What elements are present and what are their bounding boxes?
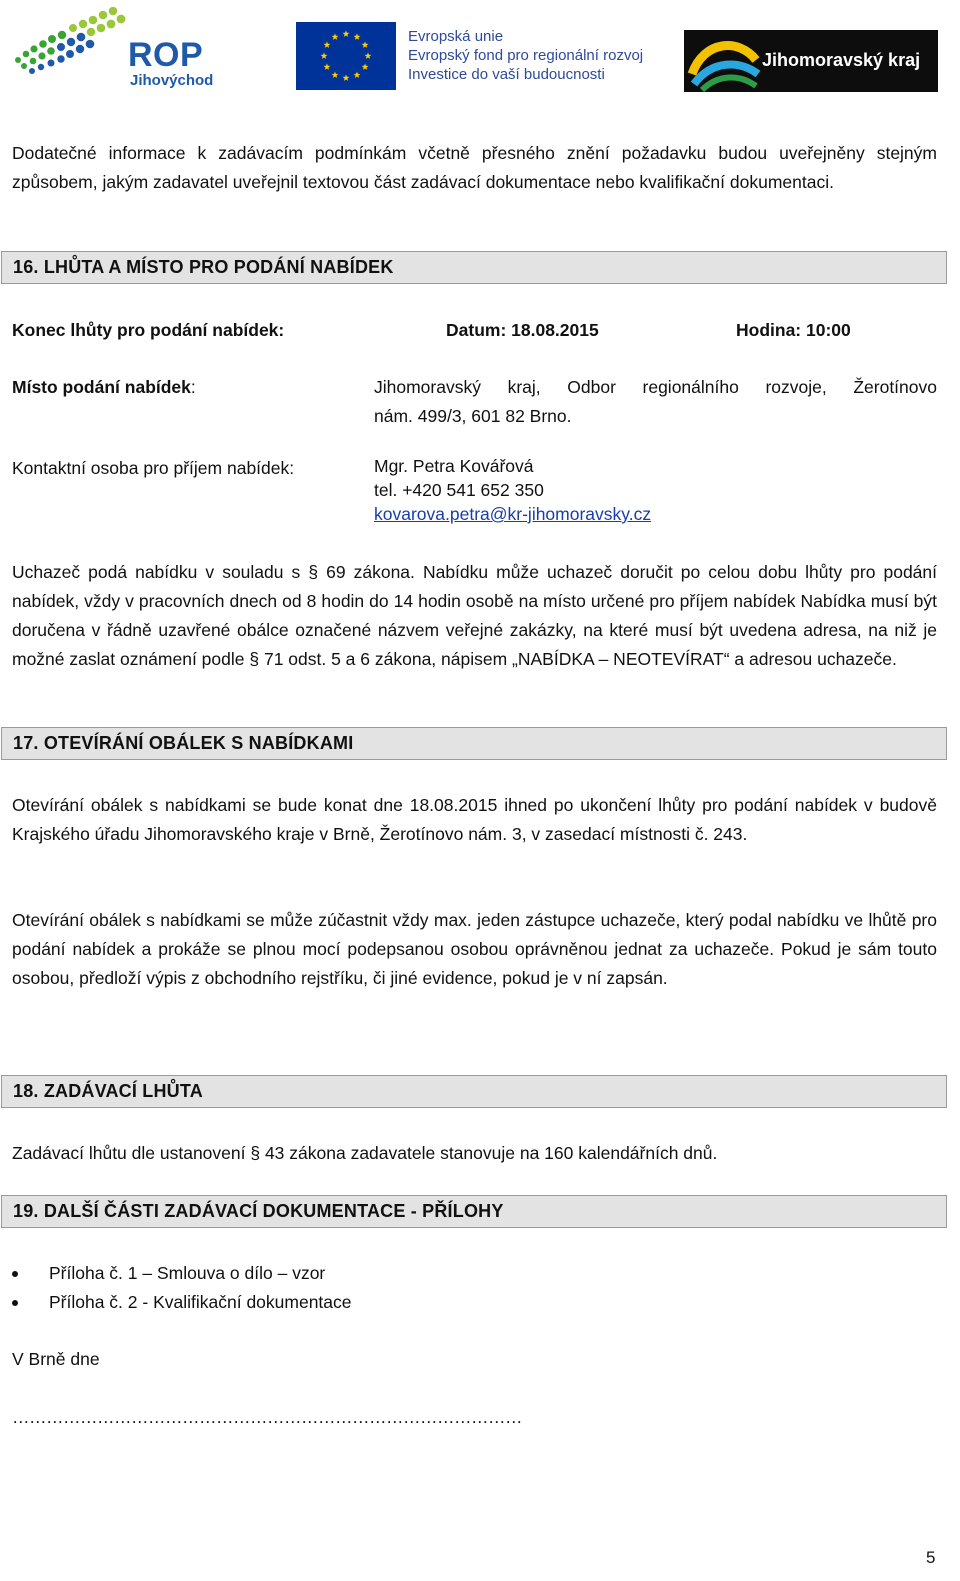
- place-label-text: Místo podání nabídek: [12, 377, 191, 397]
- eu-logo-line2: Evropský fond pro regionální rozvoj: [408, 47, 644, 64]
- attachments-list: [12, 1259, 912, 1317]
- section-16-paragraph: Uchazeč podá nabídku v souladu s § 69 zákona. Nabídku může uchazeč doručit po celou dobu lhůty pro podání nabídek, vždy v pracovních dnech od 8 hodin do 14 hodin osobě na místo určené pro příjem nabídek Nabídka musí být doručena v řádně uzavřené obálce označené názvem veřejné zakázky, na které musí být uvedena adresa, na niž je možné zaslat oznámení podle § 71 odst. 5 a 6 zákona, nápisem „NABÍDKA – NEOTEVÍRAT“ a adresou uchazeče.: [12, 562, 937, 669]
- section-17-title: 17. OTEVÍRÁNÍ OBÁLEK S NABÍDKAMI: [13, 733, 354, 753]
- intro-paragraph: Dodatečné informace k zadávacím podmínkám včetně přesného znění požadavku budou uveřejněny stejným způsobem, jakým zadavatel uveřejnil textovou část zadávací dokumentace nebo kvalifikační dokumentaci.: [12, 143, 937, 192]
- deadline-date: [446, 316, 599, 345]
- bullet-icon: [12, 1271, 18, 1277]
- rop-logo-subtitle: Jihovýchod: [130, 72, 214, 89]
- contact-phone: tel. +420 541 652 350: [374, 480, 544, 500]
- rop-logo-title: ROP: [128, 36, 204, 74]
- place-label-colon: :: [190, 377, 196, 397]
- contact-email-link[interactable]: kovarova.petra@kr-jihomoravsky.cz: [374, 504, 652, 524]
- attachment-1: Příloha č. 1 – Smlouva o dílo – vzor: [49, 1263, 326, 1283]
- eu-flag-icon: [296, 22, 396, 90]
- attachment-2: Příloha č. 2 - Kvalifikační dokumentace: [49, 1292, 352, 1312]
- place-date: V Brně dne: [12, 1349, 100, 1369]
- contact-name: Mgr. Petra Kovářová: [374, 456, 534, 476]
- contact-label: Kontaktní osoba pro příjem nabídek:: [12, 458, 295, 478]
- section-17-paragraph-1: Otevírání obálek s nabídkami se bude konat dne 18.08.2015 ihned po ukončení lhůty pro podání nabídek v budově Krajského úřadu Jihomoravského kraje v Brně, Žerotínovo nám. 3, v zasedací místnosti č. 243.: [12, 795, 937, 844]
- eu-logo-line3: Investice do vaší budoucnosti: [408, 66, 605, 83]
- jmk-logo: [684, 30, 938, 92]
- deadline-date-year: 2015: [559, 320, 599, 340]
- place-value-line1: Jihomoravský kraj, Odbor regionálního rozvoje, Žerotínovo: [374, 377, 937, 397]
- section-16-title: 16. LHŮTA A MÍSTO PRO PODÁNÍ NABÍDEK: [13, 257, 394, 277]
- section-18-paragraph: Zadávací lhůtu dle ustanovení § 43 zákona zadavatele stanovuje na 160 kalendářních dnů.: [12, 1143, 718, 1163]
- page-number: 5: [926, 1548, 936, 1567]
- eu-logo: [296, 22, 661, 90]
- contact-block: [374, 454, 651, 526]
- signature-line: ………………………………………………………………………………: [12, 1407, 522, 1427]
- section-17-header: [1, 727, 947, 760]
- section-18-header: [1, 1075, 947, 1108]
- bullet-icon: [12, 1300, 18, 1306]
- section-19-header: [1, 1195, 947, 1228]
- place-value-line2: nám. 499/3, 601 82 Brno.: [374, 406, 572, 426]
- section-17-paragraph-2: Otevírání obálek s nabídkami se může zúčastnit vždy max. jeden zástupce uchazeče, který podal nabídku ve lhůtě pro podání nabídek a prokáže se plnou mocí podepsanou osobou oprávněnou jednat za uchazeče. Pokud je sám touto osobou, předloží výpis z obchodního rejstříku, či jiné evidence, pokud je v ní zapsán.: [12, 910, 937, 988]
- deadline-date-label: Datum: 18.08.: [446, 320, 560, 340]
- list-item: [12, 1288, 912, 1317]
- rop-logo: [10, 6, 225, 92]
- deadline-time: Hodina: 10:00: [736, 320, 851, 340]
- eu-logo-line1: Evropská unie: [408, 28, 504, 45]
- section-16-header: [1, 251, 947, 284]
- list-item: [12, 1259, 912, 1288]
- section-18-title: 18. ZADÁVACÍ LHŮTA: [13, 1081, 203, 1101]
- jmk-logo-text: Jihomoravský kraj: [762, 50, 921, 70]
- deadline-label: Konec lhůty pro podání nabídek:: [12, 320, 285, 340]
- rop-dots-icon: [10, 6, 128, 76]
- section-19-title: 19. DALŠÍ ČÁSTI ZADÁVACÍ DOKUMENTACE - PŘÍLOHY: [13, 1201, 504, 1221]
- place-label: [12, 373, 196, 402]
